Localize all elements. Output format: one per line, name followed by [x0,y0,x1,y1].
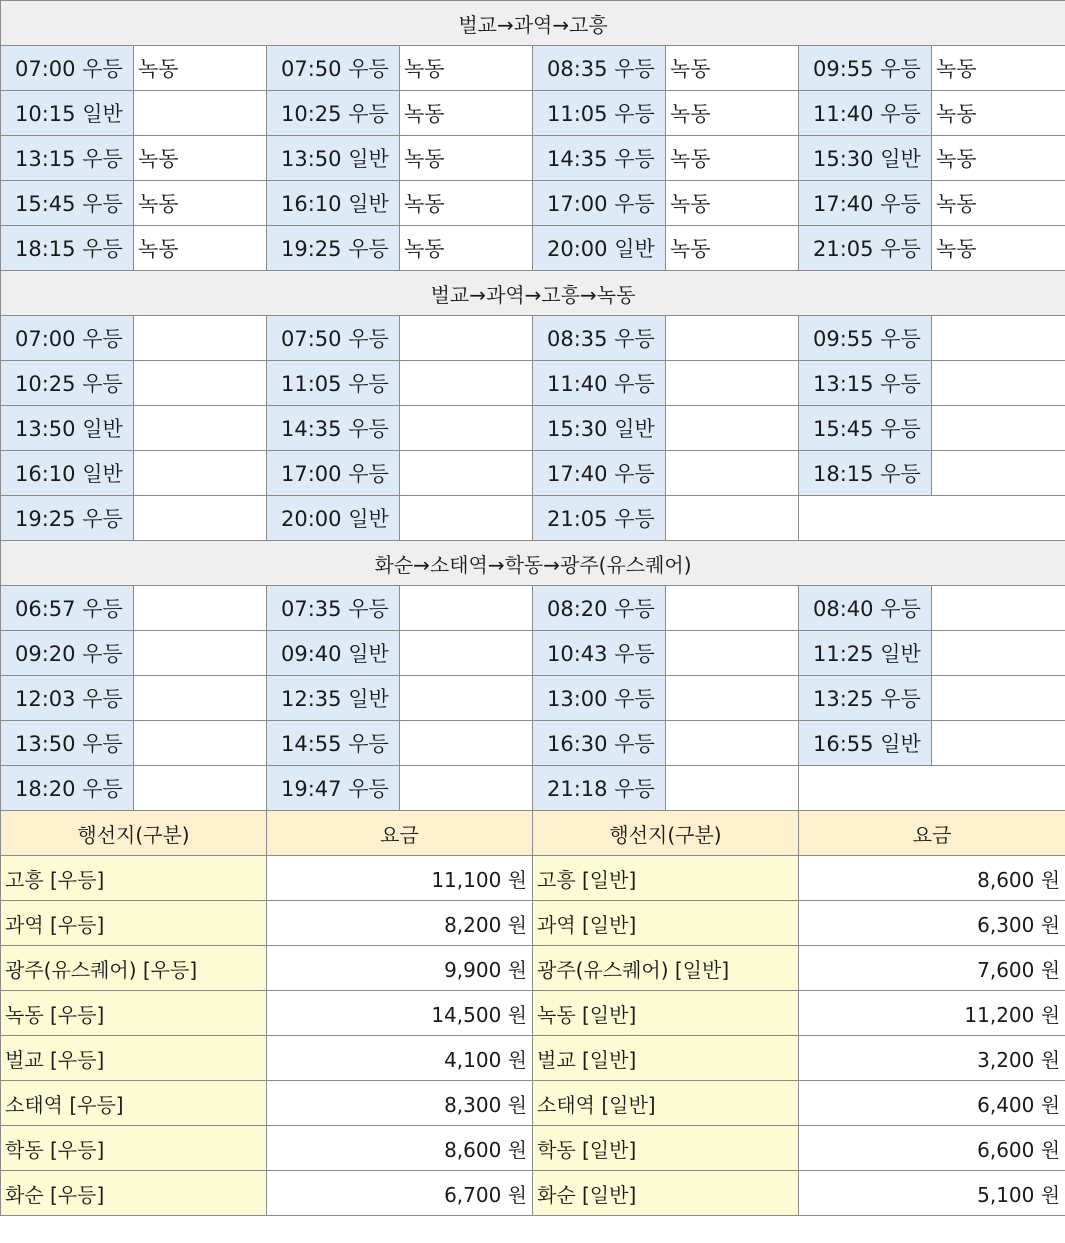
departure-time: 09:20 우등 [1,631,134,676]
departure-time: 21:05 우등 [799,226,932,271]
via-stop [932,316,1065,361]
fare-price: 3,200 원 [799,1036,1065,1081]
departure-time: 20:00 일반 [533,226,666,271]
fare-price: 6,400 원 [799,1081,1065,1126]
timetable-row [1,226,1065,271]
departure-time: 17:40 우등 [799,181,932,226]
route-title: 벌교→과역→고흥→녹동 [1,271,1065,316]
fare-price: 6,600 원 [799,1126,1065,1171]
via-stop: 녹동 [134,136,267,181]
fare-destination-header: 행선지(구분) [533,811,799,856]
via-stop [134,406,267,451]
timetable-row [1,451,1065,496]
via-stop [932,361,1065,406]
departure-time: 07:50 우등 [267,46,400,91]
fare-destination: 녹동 [우등] [1,991,267,1036]
via-stop: 녹동 [932,136,1065,181]
fare-price: 8,300 원 [267,1081,533,1126]
route-title-row [1,271,1065,316]
departure-time: 19:25 우등 [267,226,400,271]
timetable-row [1,91,1065,136]
via-stop [400,496,533,541]
departure-time: 10:25 우등 [1,361,134,406]
via-stop: 녹동 [400,226,533,271]
departure-time: 08:35 우등 [533,316,666,361]
fare-destination: 학동 [우등] [1,1126,267,1171]
empty-cell [799,766,1065,811]
timetable-row [1,721,1065,766]
via-stop [666,361,799,406]
departure-time: 15:45 우등 [1,181,134,226]
timetable-row [1,361,1065,406]
departure-time: 13:50 일반 [1,406,134,451]
via-stop: 녹동 [400,91,533,136]
departure-time: 16:55 일반 [799,721,932,766]
departure-time: 12:35 일반 [267,676,400,721]
fare-row [1,1126,1065,1171]
departure-time: 12:03 우등 [1,676,134,721]
departure-time: 07:35 우등 [267,586,400,631]
fare-destination: 녹동 [일반] [533,991,799,1036]
departure-time: 08:35 우등 [533,46,666,91]
via-stop [400,766,533,811]
departure-time: 09:55 우등 [799,316,932,361]
departure-time: 11:25 일반 [799,631,932,676]
route-title-row [1,541,1065,586]
empty-cell [799,496,1065,541]
fare-row [1,1036,1065,1081]
fare-destination: 과역 [일반] [533,901,799,946]
fare-price: 8,600 원 [799,856,1065,901]
via-stop [932,406,1065,451]
departure-time: 07:50 우등 [267,316,400,361]
fare-price: 6,300 원 [799,901,1065,946]
departure-time: 20:00 일반 [267,496,400,541]
via-stop: 녹동 [666,46,799,91]
via-stop [400,361,533,406]
via-stop [134,451,267,496]
fare-price: 9,900 원 [267,946,533,991]
departure-time: 21:05 우등 [533,496,666,541]
via-stop: 녹동 [666,181,799,226]
fare-row [1,991,1065,1036]
via-stop [666,676,799,721]
departure-time: 17:40 우등 [533,451,666,496]
timetable-row [1,46,1065,91]
departure-time: 06:57 우등 [1,586,134,631]
departure-time: 13:15 우등 [1,136,134,181]
fare-row [1,901,1065,946]
fare-destination: 과역 [우등] [1,901,267,946]
departure-time: 16:30 우등 [533,721,666,766]
departure-time: 09:40 일반 [267,631,400,676]
via-stop [932,451,1065,496]
timetable-row [1,496,1065,541]
departure-time: 08:40 우등 [799,586,932,631]
via-stop [932,586,1065,631]
departure-time: 13:15 우등 [799,361,932,406]
via-stop [666,766,799,811]
via-stop [400,451,533,496]
departure-time: 07:00 우등 [1,46,134,91]
departure-time: 14:35 우등 [533,136,666,181]
via-stop: 녹동 [400,136,533,181]
via-stop [400,721,533,766]
departure-time: 19:25 우등 [1,496,134,541]
departure-time: 08:20 우등 [533,586,666,631]
via-stop [400,586,533,631]
fare-price: 8,200 원 [267,901,533,946]
via-stop [134,631,267,676]
departure-time: 16:10 일반 [1,451,134,496]
fare-price: 6,700 원 [267,1171,533,1216]
departure-time: 13:50 일반 [267,136,400,181]
route-title: 벌교→과역→고흥 [1,1,1065,46]
via-stop [134,721,267,766]
fare-destination: 광주(유스퀘어) [일반] [533,946,799,991]
via-stop [666,631,799,676]
timetable-body [1,1,1065,1216]
fare-price: 14,500 원 [267,991,533,1036]
via-stop [400,316,533,361]
fare-row [1,1171,1065,1216]
fare-destination: 소태역 [일반] [533,1081,799,1126]
departure-time: 10:25 우등 [267,91,400,136]
via-stop [932,631,1065,676]
via-stop: 녹동 [932,181,1065,226]
timetable-row [1,586,1065,631]
via-stop [400,406,533,451]
via-stop [932,721,1065,766]
via-stop: 녹동 [666,136,799,181]
fare-destination: 화순 [일반] [533,1171,799,1216]
via-stop [134,766,267,811]
departure-time: 11:40 우등 [533,361,666,406]
departure-time: 14:35 우등 [267,406,400,451]
fare-row [1,946,1065,991]
via-stop: 녹동 [666,226,799,271]
via-stop [666,721,799,766]
departure-time: 14:55 우등 [267,721,400,766]
fare-price-header: 요금 [267,811,533,856]
fare-price: 5,100 원 [799,1171,1065,1216]
via-stop [400,676,533,721]
timetable-row [1,136,1065,181]
via-stop: 녹동 [932,226,1065,271]
fare-price: 8,600 원 [267,1126,533,1171]
via-stop [932,676,1065,721]
timetable-row [1,631,1065,676]
via-stop [134,586,267,631]
timetable-row [1,766,1065,811]
fare-destination: 화순 [우등] [1,1171,267,1216]
departure-time: 16:10 일반 [267,181,400,226]
departure-time: 13:50 우등 [1,721,134,766]
via-stop [666,451,799,496]
departure-time: 18:15 우등 [799,451,932,496]
timetable-row [1,316,1065,361]
via-stop [400,631,533,676]
via-stop: 녹동 [400,46,533,91]
departure-time: 17:00 우등 [267,451,400,496]
departure-time: 11:05 우등 [533,91,666,136]
departure-time: 19:47 우등 [267,766,400,811]
departure-time: 11:40 우등 [799,91,932,136]
departure-time: 15:30 일반 [533,406,666,451]
via-stop: 녹동 [134,181,267,226]
fare-price-header: 요금 [799,811,1065,856]
via-stop [666,496,799,541]
departure-time: 17:00 우등 [533,181,666,226]
via-stop [134,496,267,541]
route-title: 화순→소태역→학동→광주(유스퀘어) [1,541,1065,586]
via-stop [666,586,799,631]
timetable-row [1,406,1065,451]
route-title-row [1,1,1065,46]
departure-time: 07:00 우등 [1,316,134,361]
timetable-row [1,181,1065,226]
departure-time: 13:00 우등 [533,676,666,721]
via-stop [666,316,799,361]
departure-time: 11:05 우등 [267,361,400,406]
fare-destination: 광주(유스퀘어) [우등] [1,946,267,991]
fare-destination: 소태역 [우등] [1,1081,267,1126]
departure-time: 09:55 우등 [799,46,932,91]
departure-time: 15:45 우등 [799,406,932,451]
departure-time: 10:15 일반 [1,91,134,136]
via-stop [666,406,799,451]
via-stop: 녹동 [932,46,1065,91]
departure-time: 13:25 우등 [799,676,932,721]
fare-row [1,856,1065,901]
fare-destination: 벌교 [일반] [533,1036,799,1081]
fare-header-row [1,811,1065,856]
via-stop: 녹동 [666,91,799,136]
via-stop: 녹동 [134,226,267,271]
fare-destination-header: 행선지(구분) [1,811,267,856]
via-stop [134,676,267,721]
departure-time: 10:43 우등 [533,631,666,676]
fare-price: 11,200 원 [799,991,1065,1036]
fare-price: 4,100 원 [267,1036,533,1081]
fare-destination: 벌교 [우등] [1,1036,267,1081]
departure-time: 15:30 일반 [799,136,932,181]
via-stop [134,91,267,136]
departure-time: 21:18 우등 [533,766,666,811]
via-stop [134,361,267,406]
fare-destination: 학동 [일반] [533,1126,799,1171]
timetable-row [1,676,1065,721]
fare-price: 11,100 원 [267,856,533,901]
via-stop: 녹동 [400,181,533,226]
fare-destination: 고흥 [일반] [533,856,799,901]
departure-time: 18:20 우등 [1,766,134,811]
fare-destination: 고흥 [우등] [1,856,267,901]
fare-row [1,1081,1065,1126]
via-stop [134,316,267,361]
via-stop: 녹동 [134,46,267,91]
departure-time: 18:15 우등 [1,226,134,271]
via-stop: 녹동 [932,91,1065,136]
fare-price: 7,600 원 [799,946,1065,991]
